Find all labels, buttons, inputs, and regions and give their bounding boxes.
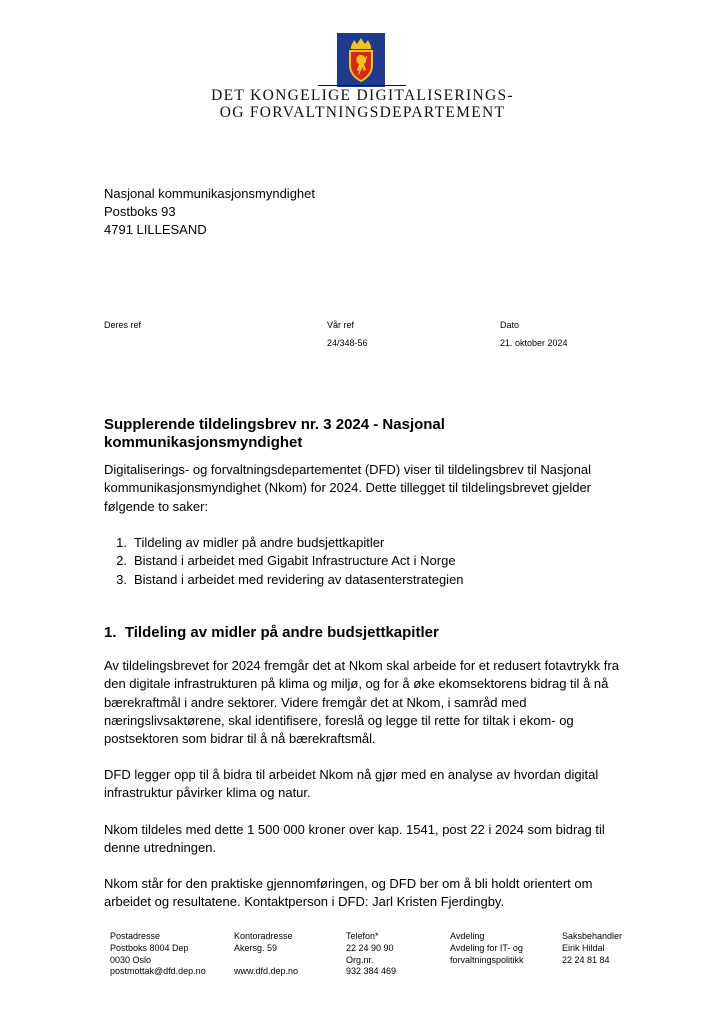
footer-value: Eirik Hildal bbox=[562, 942, 605, 953]
footer-label: Postadresse bbox=[110, 931, 161, 941]
paragraph-line: infrastruktur påvirker klima og natur. bbox=[104, 785, 311, 801]
footer-spacer bbox=[234, 955, 298, 967]
footer-value: 22 24 81 84 bbox=[562, 954, 610, 965]
footer-label: Org.nr. bbox=[346, 954, 374, 965]
intro-line: kommunikasjonsmyndighet (Nkom) for 2024. Dette tillegget til tildelingsbrevet gjelder bbox=[104, 480, 592, 496]
date-label: Dato bbox=[500, 320, 520, 330]
topic-list bbox=[104, 534, 464, 589]
footer-value: 22 24 90 90 bbox=[346, 942, 394, 953]
paragraph-line: Av tildelingsbrevet for 2024 fremgår det at Nkom skal arbeide for et redusert fotavtrykk fra bbox=[104, 658, 619, 673]
section-paragraph-1 bbox=[104, 657, 639, 748]
footer-label: Kontoradresse bbox=[234, 931, 293, 941]
section-paragraph-3 bbox=[104, 821, 639, 858]
list-item bbox=[104, 534, 464, 552]
paragraph-line: Nkom tildeles med dette 1 500 000 kroner over kap. 1541, post 22 i 2024 som bidrag til bbox=[104, 822, 605, 837]
footer-value: Postboks 8004 Dep bbox=[110, 942, 189, 953]
footer-label: Saksbehandler bbox=[562, 931, 623, 941]
intro-paragraph bbox=[104, 461, 639, 516]
section-heading: 1. Tildeling av midler på andre budsjettkapitler bbox=[104, 624, 439, 641]
letter-title-line2: kommunikasjonsmyndighet bbox=[104, 434, 303, 451]
list-text: Tildeling av midler på andre budsjettkapitler bbox=[134, 535, 385, 550]
paragraph-line: arbeidet og resultatene. Kontaktperson i DFD: Jarl Kristen Fjerdingby. bbox=[104, 894, 505, 910]
paragraph-line: Nkom står for den praktiske gjennomføringen, og DFD ber om å bli holdt orientert om bbox=[104, 876, 593, 891]
section-paragraph-2 bbox=[104, 766, 639, 803]
footer-value: 0030 Oslo bbox=[110, 954, 152, 965]
list-number: 2. bbox=[116, 553, 127, 569]
footer-value: Avdeling for IT- og bbox=[450, 942, 523, 953]
var-ref-value: 24/348-56 bbox=[327, 338, 368, 348]
footer-postal bbox=[110, 931, 206, 978]
list-number: 3. bbox=[116, 571, 127, 587]
footer-value: Akersg. 59 bbox=[234, 942, 278, 953]
department-name-line2: OG FORVALTNINGSDEPARTEMENT bbox=[219, 104, 506, 121]
list-item bbox=[104, 552, 464, 570]
recipient-address bbox=[104, 185, 315, 239]
footer-website: www.dfd.dep.no bbox=[234, 966, 299, 977]
date-value: 21. oktober 2024 bbox=[500, 338, 568, 348]
paragraph-line: denne utredningen. bbox=[104, 840, 217, 856]
coat-of-arms-icon bbox=[337, 33, 385, 87]
recipient-name: Nasjonal kommunikasjonsmyndighet bbox=[104, 186, 315, 201]
paragraph-line: den digitale infrastrukturen på klima og miljø, og for å øke ekomsektorens bidrag til å nå bbox=[104, 676, 609, 692]
letter-title-line1: Supplerende tildelingsbrev nr. 3 2024 - Nasjonal bbox=[104, 416, 445, 433]
recipient-postbox: Postboks 93 bbox=[104, 204, 176, 219]
footer-department bbox=[450, 931, 524, 966]
footer-phone bbox=[346, 931, 396, 978]
footer-value: 932 384 469 bbox=[346, 966, 397, 977]
paragraph-line: bærekraftmål i andre sektorer. Videre fremgår det at Nkom, i samråd med bbox=[104, 694, 527, 710]
footer-value: forvaltningspolitikk bbox=[450, 954, 524, 965]
intro-line: følgende to saker: bbox=[104, 498, 209, 514]
letterhead-rule-top bbox=[318, 85, 406, 86]
paragraph-line: næringslivsaktørene, skal identifisere, foreslå og legge til rette for tiltak i ekom- og bbox=[104, 712, 574, 728]
section-paragraph-4 bbox=[104, 875, 639, 912]
footer-label: Telefon* bbox=[346, 931, 379, 941]
recipient-city: 4791 LILLESAND bbox=[104, 222, 207, 237]
footer-office bbox=[234, 931, 298, 978]
intro-line: Digitaliserings- og forvaltningsdepartementet (DFD) viser til tildelingsbrev til Nasjonal bbox=[104, 462, 591, 477]
paragraph-line: DFD legger opp til å bidra til arbeidet Nkom nå gjør med en analyse av hvordan digital bbox=[104, 767, 599, 782]
list-text: Bistand i arbeidet med Gigabit Infrastructure Act i Norge bbox=[134, 553, 456, 569]
list-item bbox=[104, 571, 464, 589]
var-ref-label: Vår ref bbox=[327, 320, 355, 330]
paragraph-line: postsektoren som bidrar til å nå bærekraftsmål. bbox=[104, 731, 376, 747]
footer-email: postmottak@dfd.dep.no bbox=[110, 966, 206, 977]
list-number: 1. bbox=[116, 535, 127, 550]
list-text: Bistand i arbeidet med revidering av datasenterstrategien bbox=[134, 571, 464, 587]
footer-label: Avdeling bbox=[450, 931, 485, 941]
footer-case-officer bbox=[562, 931, 622, 966]
deres-ref-label: Deres ref bbox=[104, 320, 142, 330]
letter-title bbox=[104, 416, 604, 452]
department-name-line1: DET KONGELIGE DIGITALISERINGS- bbox=[211, 87, 514, 104]
